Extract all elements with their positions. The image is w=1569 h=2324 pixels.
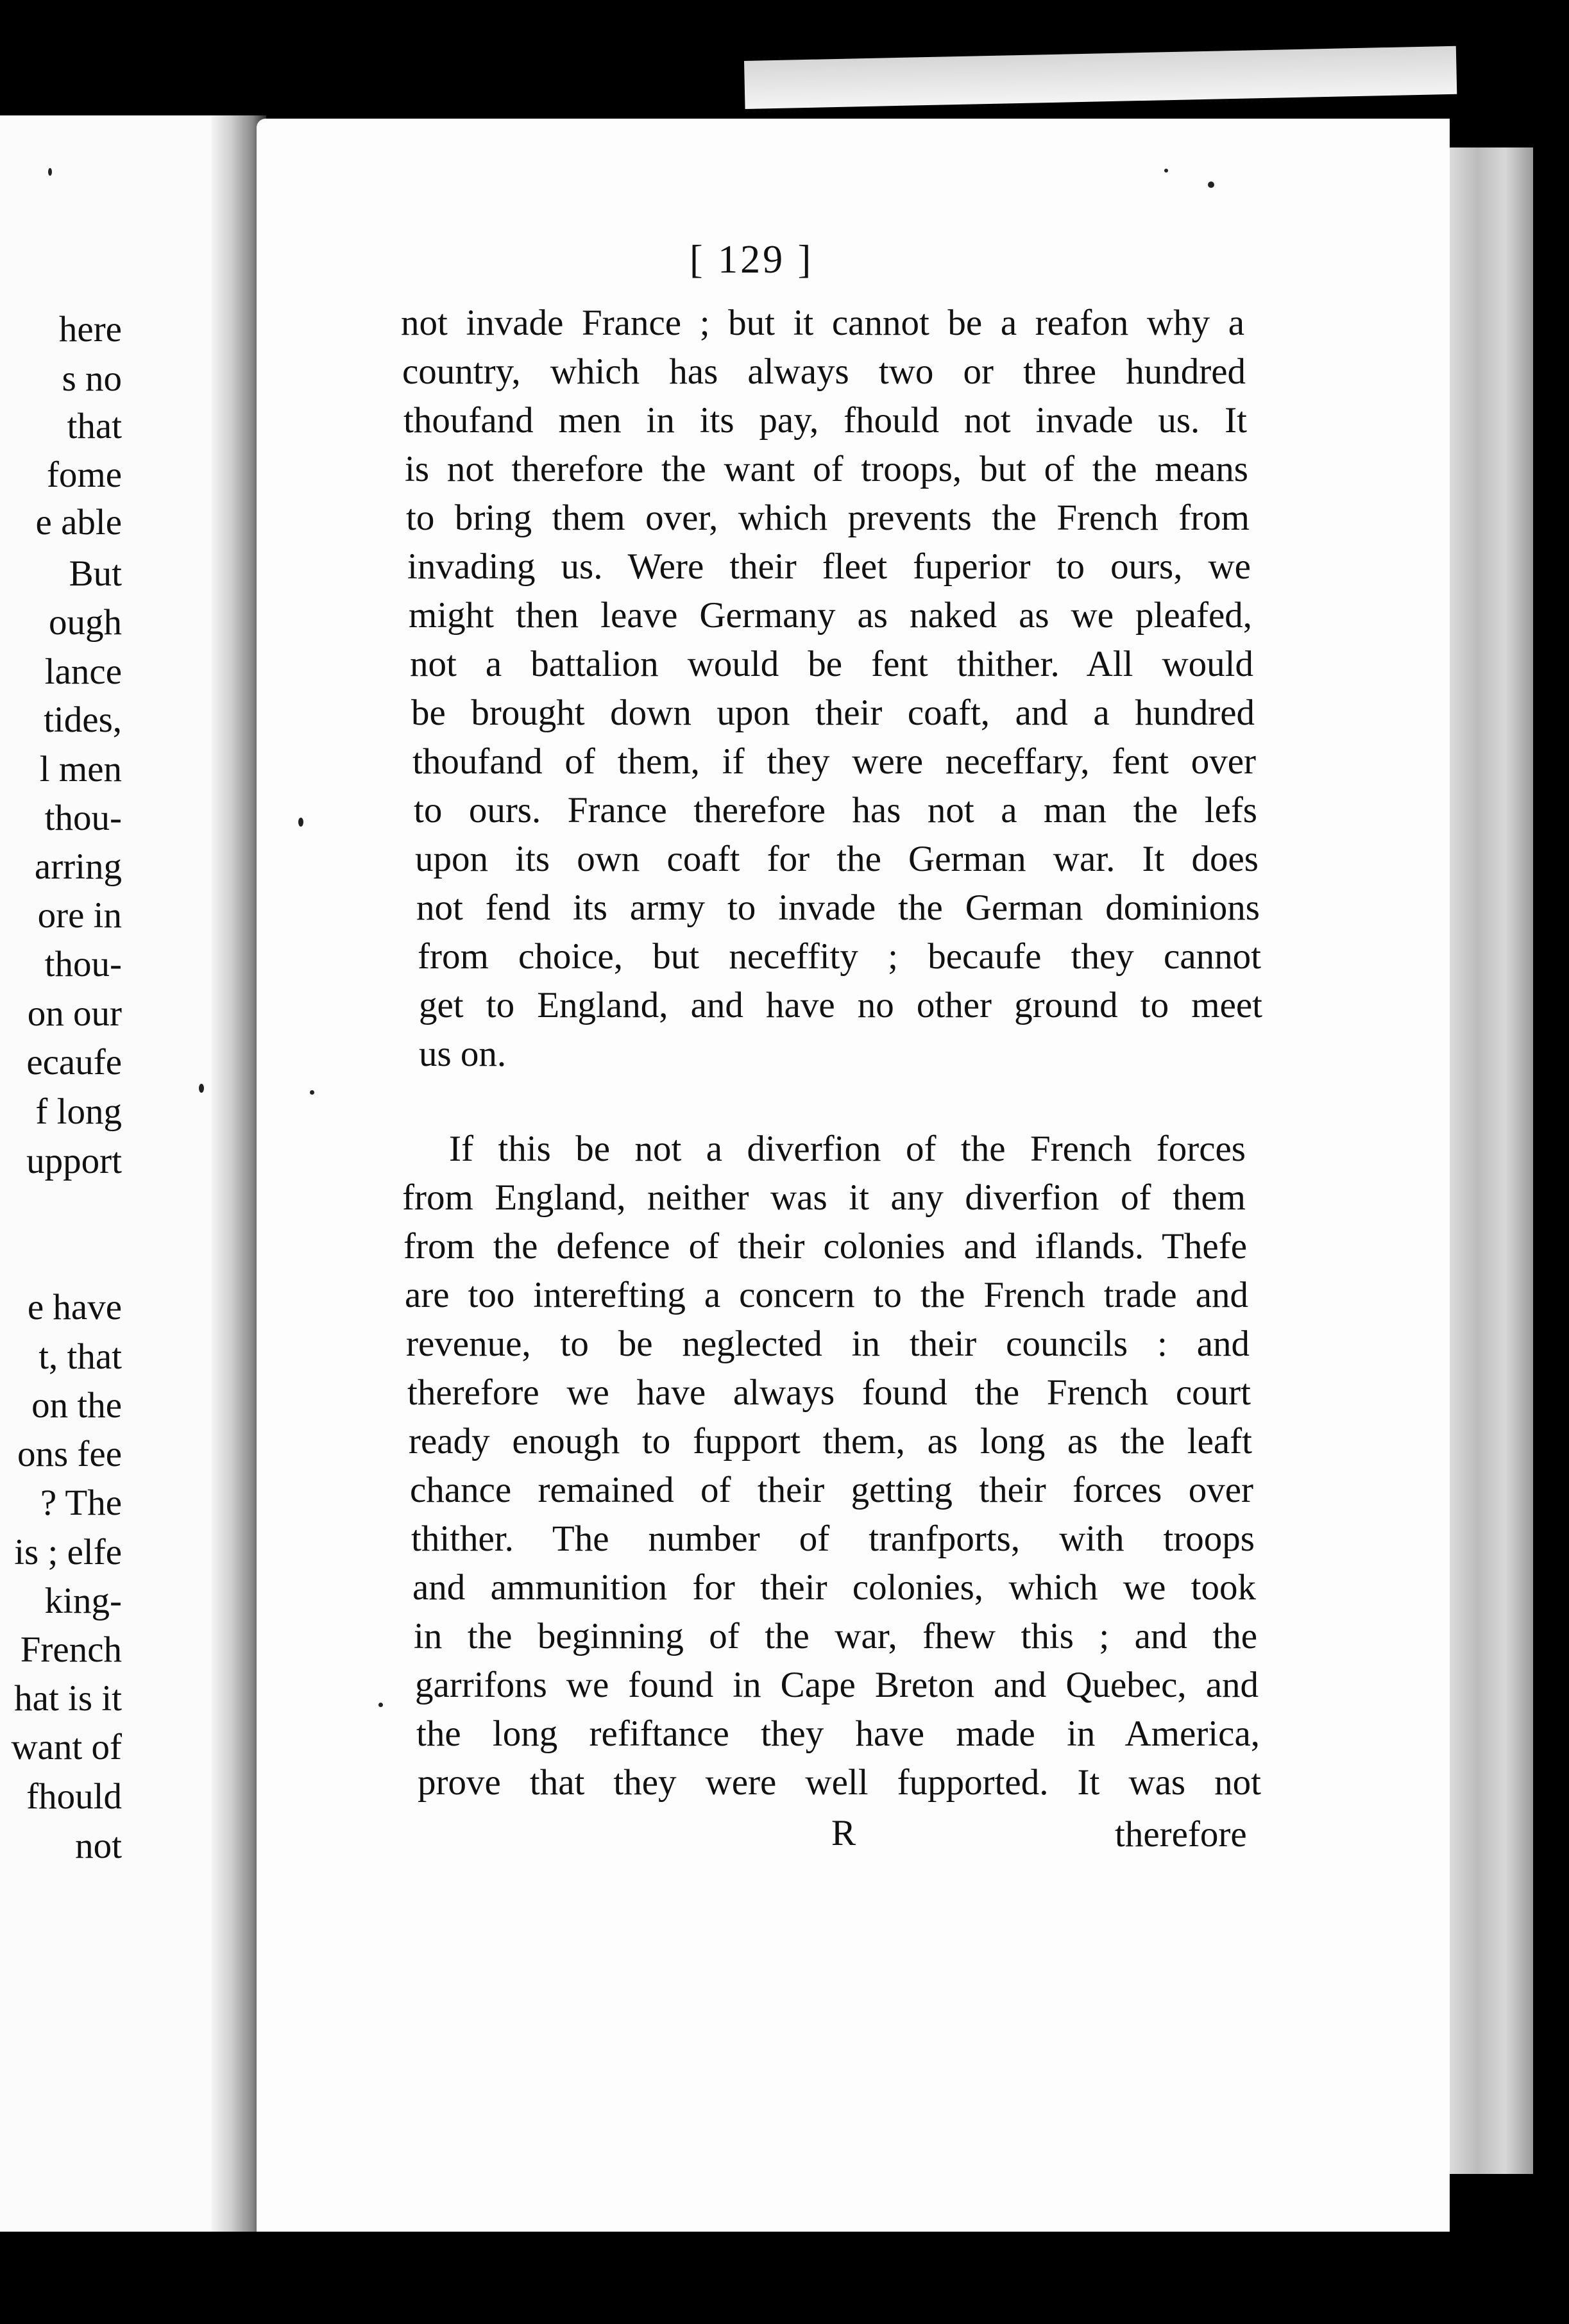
text-line: from England, neither was it any diverfion of them	[402, 1177, 1246, 1218]
text-line: If this be not a diverfion of the French forces	[449, 1129, 1246, 1169]
left-page-line: ons fee	[17, 1434, 122, 1474]
left-page-line: ecaufe	[26, 1042, 122, 1082]
left-page-line: tides,	[44, 700, 122, 740]
text-line: garrifons we found in Cape Breton and Quebec, and	[415, 1665, 1259, 1705]
left-page-line: on our	[27, 993, 122, 1034]
left-page-line: not	[75, 1826, 122, 1866]
text-line: to bring them over, which prevents the French from	[406, 498, 1250, 538]
text-line: from choice, but neceffity ; becaufe they cannot	[418, 936, 1261, 977]
left-page-line: ore in	[37, 895, 122, 936]
left-page-line: thou-	[44, 798, 122, 838]
left-page-line: e have	[27, 1287, 122, 1327]
text-line: revenue, to be neglected in their councils : and	[406, 1324, 1250, 1364]
left-page-line: lance	[44, 652, 122, 692]
text-line: invading us. Were their fleet fuperior to ours, we	[407, 546, 1251, 587]
left-page-line: But	[69, 553, 122, 594]
text-line: us on.	[419, 1034, 507, 1074]
text-line: are too interefting a concern to the French trade and	[405, 1275, 1248, 1315]
left-page-line: fhould	[26, 1776, 122, 1817]
ink-speck	[298, 818, 303, 827]
ink-speck	[199, 1084, 204, 1093]
text-line: the long refiftance they have made in America,	[416, 1714, 1260, 1754]
text-line: thither. The number of tranfports, with troops	[411, 1519, 1255, 1559]
text-line: to ours. France therefore has not a man the lefs	[414, 790, 1257, 830]
text-line: and ammunition for their colonies, which we took	[412, 1567, 1256, 1608]
left-page-line: l men	[39, 749, 122, 789]
left-page-line: want of	[11, 1727, 122, 1767]
text-line: country, which has always two or three hundred	[402, 351, 1246, 392]
text-line: thoufand of them, if they were neceffary, fent over	[412, 741, 1256, 782]
catchword: therefore	[1115, 1814, 1247, 1855]
left-page-line: here	[58, 309, 122, 349]
ink-speck	[310, 1090, 314, 1095]
page-number: [ 129 ]	[690, 238, 814, 282]
left-page-line: t, that	[38, 1336, 122, 1377]
left-page-line: on the	[31, 1385, 122, 1426]
ink-speck	[48, 168, 52, 176]
left-page-line: hat is it	[14, 1678, 122, 1719]
left-page-line: arring	[34, 846, 122, 887]
left-page-line: s no	[62, 358, 122, 399]
left-page-line: f long	[35, 1091, 122, 1132]
text-line: upon its own coaft for the German war. It does	[415, 839, 1259, 879]
text-line: from the defence of their colonies and iflands. Thefe	[403, 1226, 1247, 1267]
text-line: get to England, and have no other ground to meet	[419, 985, 1262, 1025]
left-page-line: that	[67, 406, 122, 446]
left-page-line: ? The	[40, 1483, 122, 1523]
text-line: not a battalion would be fent thither. All would	[410, 644, 1253, 684]
left-page-line: thou-	[44, 944, 122, 984]
text-line: in the beginning of the war, fhew this ; and the	[414, 1616, 1257, 1656]
text-line: ready enough to fupport them, as long as the leaft	[409, 1421, 1252, 1461]
text-line: not fend its army to invade the German dominions	[416, 888, 1260, 928]
left-page-line: e able	[35, 502, 122, 543]
page-top-edge	[744, 46, 1457, 109]
text-line: therefore we have always found the French court	[407, 1372, 1251, 1413]
left-page-line: king-	[44, 1581, 122, 1621]
signature-mark: R	[831, 1813, 856, 1853]
page-fore-edge	[1440, 147, 1533, 2174]
ink-speck	[1164, 169, 1168, 173]
text-line: might then leave Germany as naked as we pleafed,	[409, 595, 1252, 636]
ink-speck	[1208, 181, 1214, 188]
text-line: be brought down upon their coaft, and a hundred	[411, 693, 1255, 733]
text-line: is not therefore the want of troops, but of the means	[405, 449, 1248, 489]
text-line: not invade France ; but it cannot be a reafon why a	[401, 303, 1244, 343]
left-page-line: ough	[49, 602, 122, 643]
left-page-line: upport	[26, 1141, 122, 1181]
text-line: prove that they were well fupported. It was not	[418, 1762, 1261, 1803]
left-page-line: is ; elfe	[14, 1532, 122, 1572]
left-page-line: French	[20, 1629, 122, 1670]
ink-speck	[378, 1703, 383, 1707]
text-line: thoufand men in its pay, fhould not invade us. It	[403, 400, 1247, 441]
left-page-line: fome	[46, 455, 122, 495]
text-line: chance remained of their getting their forces over	[410, 1470, 1253, 1510]
